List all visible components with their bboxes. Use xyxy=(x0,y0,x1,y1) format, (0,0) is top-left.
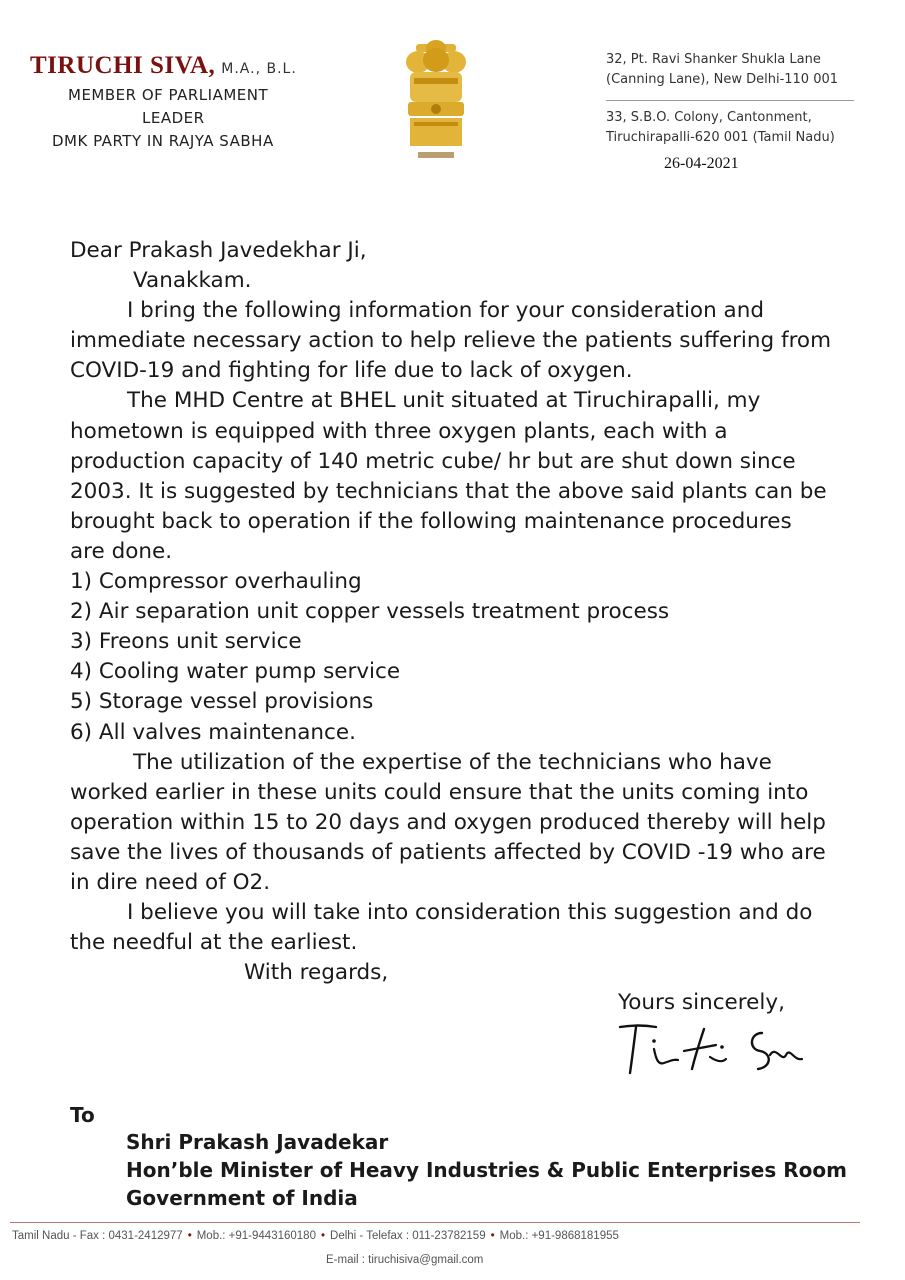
paragraph-2-line: hometown is equipped with three oxygen plants, each with a xyxy=(70,418,728,444)
list-item: 2) Air separation unit copper vessels treatment process xyxy=(70,599,670,625)
footer-delhi-mobile: Mob.: +91-9868181955 xyxy=(499,1230,619,1242)
signature-image xyxy=(612,1015,812,1080)
footer-email: E-mail : tiruchisiva@gmail.com xyxy=(326,1254,484,1266)
to-label: To xyxy=(70,1103,95,1127)
footer-tn-fax: Tamil Nadu - Fax : 0431-2412977 xyxy=(12,1230,183,1242)
footer-contacts: Tamil Nadu - Fax : 0431-2412977 • Mob.: +91-9443160180 • Delhi - Telefax : 011-23782159 • Mob.: +91-9868181955 xyxy=(12,1230,619,1242)
regards: With regards, xyxy=(244,960,389,986)
salutation: Dear Prakash Javedekhar Ji, xyxy=(70,238,367,263)
sender-degrees: M.A., B.L. xyxy=(221,61,297,77)
paragraph-3-line: The utilization of the expertise of the technicians who have xyxy=(133,749,772,775)
recipient-org: Government of India xyxy=(126,1186,358,1210)
trichy-address-line2: Tiruchirapalli-620 001 (Tamil Nadu) xyxy=(606,130,835,145)
paragraph-1-line: COVID-19 and fighting for life due to lack of oxygen. xyxy=(70,358,633,384)
list-item: 4) Cooling water pump service xyxy=(70,659,401,685)
paragraph-2-line: The MHD Centre at BHEL unit situated at Tiruchirapalli, my xyxy=(127,388,761,414)
delhi-address-line1: 32, Pt. Ravi Shanker Shukla Lane xyxy=(606,52,821,67)
paragraph-3-line: operation within 15 to 20 days and oxygen produced thereby will help xyxy=(70,809,826,835)
letter-date: 26-04-2021 xyxy=(664,155,739,172)
party-title: DMK PARTY IN RAJYA SABHA xyxy=(52,132,274,150)
member-of-parliament: MEMBER OF PARLIAMENT xyxy=(68,86,269,104)
trichy-address-line1: 33, S.B.O. Colony, Cantonment, xyxy=(606,110,812,125)
list-item: 6) All valves maintenance. xyxy=(70,719,356,745)
recipient-block xyxy=(126,1128,847,1212)
sender-name: TIRUCHI SIVA, xyxy=(30,52,216,79)
paragraph-1-line: immediate necessary action to help relieve the patients suffering from xyxy=(70,328,832,354)
letter-body xyxy=(70,236,870,988)
paragraph-4-line: I believe you will take into consideration this suggestion and do xyxy=(127,900,813,926)
paragraph-4-line: the needful at the earliest. xyxy=(70,930,358,956)
yours-sincerely: Yours sincerely, xyxy=(618,990,785,1015)
paragraph-2-line: brought back to operation if the following maintenance procedures xyxy=(70,508,792,534)
greeting: Vanakkam. xyxy=(133,268,252,294)
footer-tn-mobile: Mob.: +91-9443160180 xyxy=(196,1230,316,1242)
state-emblem-icon xyxy=(396,36,476,166)
list-item: 3) Freons unit service xyxy=(70,629,302,655)
letterhead-name xyxy=(30,52,297,80)
delhi-address-line2: (Canning Lane), New Delhi-110 001 xyxy=(606,72,839,87)
list-item: 5) Storage vessel provisions xyxy=(70,689,374,715)
recipient-title: Hon’ble Minister of Heavy Industries & Public Enterprises Room xyxy=(126,1158,847,1182)
footer-divider xyxy=(10,1222,860,1223)
paragraph-2-line: 2003. It is suggested by technicians that the above said plants can be xyxy=(70,478,827,504)
list-item: 1) Compressor overhauling xyxy=(70,569,362,595)
paragraph-3-line: save the lives of thousands of patients affected by COVID -19 who are xyxy=(70,839,826,865)
footer-delhi-telefax: Delhi - Telefax : 011-23782159 xyxy=(330,1230,486,1242)
paragraph-3-line: in dire need of O2. xyxy=(70,869,271,895)
leader-title: LEADER xyxy=(142,109,205,127)
address-divider xyxy=(606,100,854,101)
recipient-name: Shri Prakash Javadekar xyxy=(126,1130,389,1154)
paragraph-2-line: production capacity of 140 metric cube/ hr but are shut down since xyxy=(70,448,796,474)
paragraph-3-line: worked earlier in these units could ensure that the units coming into xyxy=(70,779,809,805)
paragraph-1-line: I bring the following information for your consideration and xyxy=(127,298,764,324)
paragraph-2-line: are done. xyxy=(70,538,173,564)
